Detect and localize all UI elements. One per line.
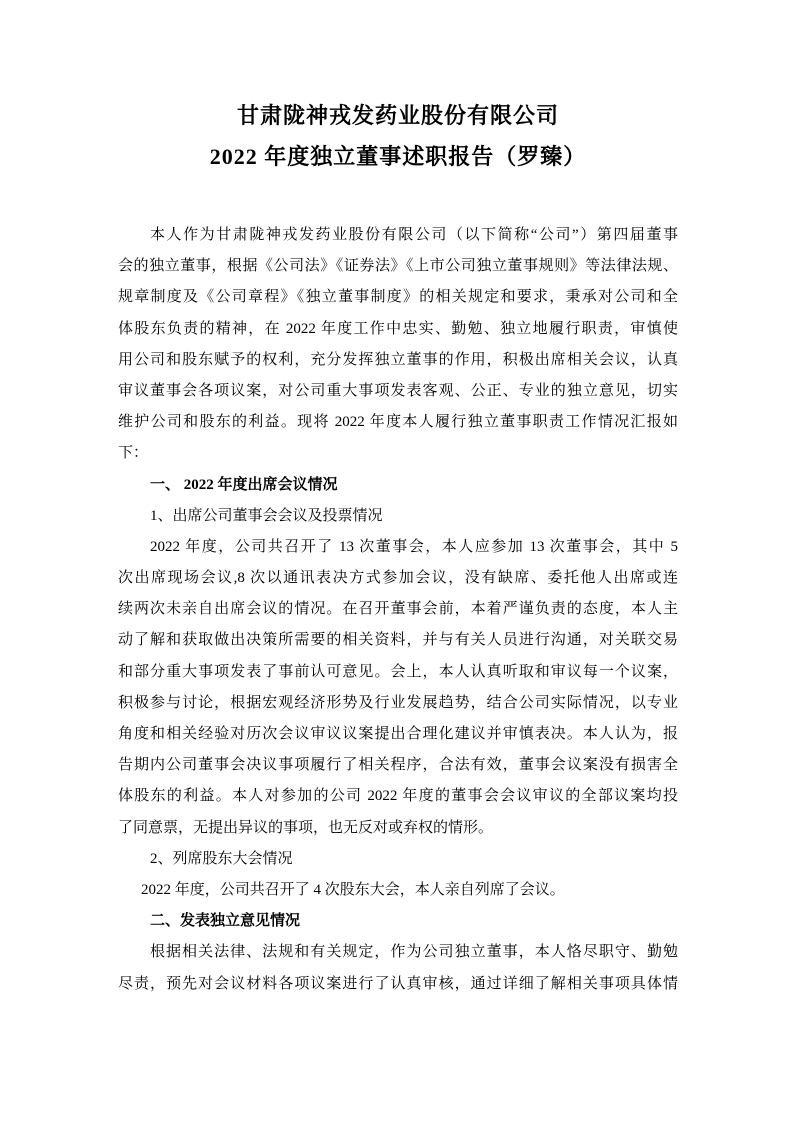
doc-line: 下： xyxy=(118,445,149,462)
doc-line: 和部分重大事项发表了事前认可意见。会上，本人认真听取和审议每一个议案， xyxy=(118,663,678,680)
document-body xyxy=(118,220,678,1000)
doc-line: 告期内公司董事会决议事项履行了相关程序，合法有效，董事会议案没有损害全 xyxy=(118,757,678,774)
doc-line: 积极参与讨论，根据宏观经济形势及行业发展趋势，结合公司实际情况，以专业 xyxy=(118,694,678,711)
section-heading: 二、发表独立意见情况 xyxy=(150,913,301,930)
doc-line: 审议董事会各项议案，对公司重大事项发表客观、公正、专业的独立意见，切实 xyxy=(118,382,678,399)
doc-line: 了同意票，无提出异议的事项，也无反对或弃权的情形。 xyxy=(118,819,494,836)
doc-line: 2022 年度，公司共召开了 13 次董事会，本人应参加 13 次董事会，其中 5 xyxy=(150,538,678,555)
doc-line: 用公司和股东赋予的权利，充分发挥独立董事的作用，积极出席相关会议，认真 xyxy=(118,351,678,368)
document-title-line-2: 2022 年度独立董事述职报告（罗臻） xyxy=(209,144,587,169)
doc-line: 规章制度及《公司章程》《独立董事制度》的相关规定和要求，秉承对公司和全 xyxy=(118,289,678,306)
document-title-line-1: 甘肃陇神戎发药业股份有限公司 xyxy=(236,103,559,128)
doc-line: 2、列席股东大会情况 xyxy=(150,850,293,867)
doc-line: 角度和相关经验对历次会议审议议案提出合理化建议并审慎表决。本人认为，报 xyxy=(118,726,678,742)
doc-line: 2022 年度，公司共召开了 4 次股东大会，本人亲自列席了会议。 xyxy=(141,881,565,898)
doc-line: 会的独立董事，根据《公司法》《证券法》《上市公司独立董事规则》等法律法规、 xyxy=(118,258,678,275)
doc-line: 本人作为甘肃陇神戎发药业股份有限公司（以下简称“公司”）第四届董事 xyxy=(150,227,678,243)
doc-line: 动了解和获取做出决策所需要的相关资料，并与有关人员进行沟通，对关联交易 xyxy=(118,632,678,649)
doc-line: 尽责，预先对会议材料各项议案进行了认真审核，通过详细了解相关事项具体情 xyxy=(118,975,678,992)
doc-line: 根据相关法律、法规和有关规定，作为公司独立董事，本人恪尽职守、勤勉 xyxy=(150,944,678,961)
doc-line: 维护公司和股东的利益。现将 2022 年度本人履行独立董事职责工作情况汇报如 xyxy=(118,414,678,431)
doc-line: 续两次未亲自出席会议的情况。在召开董事会前，本着严谨负责的态度，本人主 xyxy=(118,601,678,618)
doc-line: 体股东的利益。本人对参加的公司 2022 年度的董事会会议审议的全部议案均投 xyxy=(118,788,678,805)
doc-line: 1、出席公司董事会会议及投票情况 xyxy=(150,507,383,524)
doc-line: 次出席现场会议,8 次以通讯表决方式参加会议，没有缺席、委托他人出席或连 xyxy=(118,570,678,587)
doc-line: 体股东负责的精神，在 2022 年度工作中忠实、勤勉、独立地履行职责，审慎使 xyxy=(118,320,678,337)
section-heading: 一、 2022 年度出席会议情况 xyxy=(150,476,338,493)
